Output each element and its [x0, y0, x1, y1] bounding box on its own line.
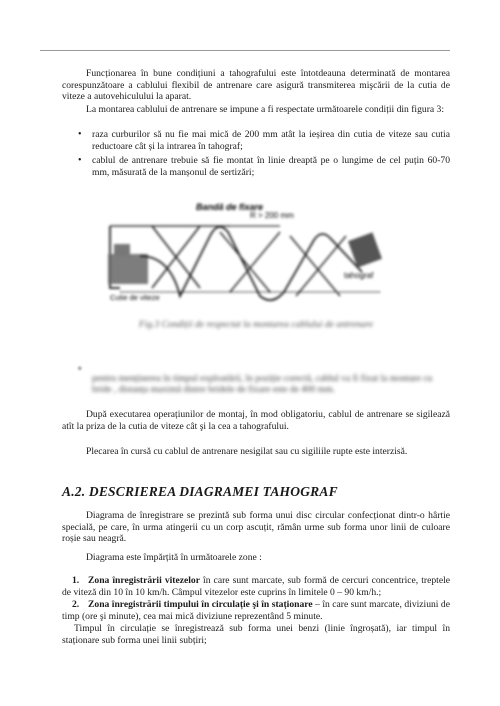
gearbox-shape — [114, 244, 130, 256]
zone-title: Zona înregistrării vitezelor — [88, 575, 200, 586]
list-item-time-zone — [62, 599, 450, 622]
cable-path — [140, 227, 362, 300]
bullet-dot: • — [78, 129, 82, 140]
paragraph-zones-intro: Diagrama este împărțită în următoarele zone : — [86, 552, 262, 563]
list-item-speed-zone — [62, 575, 450, 598]
cable-mounting-figure — [100, 196, 400, 306]
bullet-dot: • — [78, 155, 82, 166]
paragraph-mount-conditions: La montarea cablului de antrenare se impune a fi respectate următoarele condiții din figura 3: — [86, 104, 445, 115]
bullet-straight-length: cablul de antrenare trebuie să fie montat în linie dreaptă pe o lungime de cel puțin 60-70 mm, măsurată de la manșonul de sertizări; — [92, 155, 450, 178]
list-number: 2. — [72, 599, 80, 610]
label-band: Bandă de fixare — [196, 202, 264, 212]
bullet-fixing-brackets: pentru menținerea în timpul exploatării, în poziție corectă, cablul va fi fixat la montare cu bride , distanța maximă dintre bridele de fixare este de 400 mm. — [92, 373, 433, 396]
label-radius: R > 200 mm — [250, 211, 294, 220]
label-tachograph: tahograf — [344, 271, 374, 280]
zone-title: Zona înregistrării timpului în circulație şi în staționare — [88, 599, 313, 610]
paragraph-prohibition: Plecarea în cursă cu cablul de antrenare nesigilat sau cu sigiliile rupte este interzisă. — [86, 446, 408, 457]
gearbox-shape — [108, 254, 148, 284]
cable-path — [152, 226, 200, 288]
section-heading: A.2. DESCRIEREA DIAGRAMEI TAHOGRAF — [62, 484, 338, 499]
cable-path — [220, 232, 280, 292]
bullet-curvature-radius: raza curburilor să nu fie mai mică de 200 mm atât la ieșirea din cutia de viteze sau cutia reductoare cât și la intrarea în tahograf; — [92, 129, 450, 152]
bullet-dot: • — [78, 364, 82, 375]
paragraph-sealing: După executarea operațiunilor de montaj, în mod obligatoriu, cablul de antrenare se sigilează atît la priza de la cutia de viteze cât şi la cea a tahografului. — [62, 409, 450, 432]
figure-caption: Fig.3 Condiții de respectat la montarea cablului de antrenare — [138, 320, 374, 330]
paragraph-diagram-description: Diagrama de înregistrare se prezintă sub forma unui disc circular confecționat dintr-o hârtie specială, pe care, în urma atingerii cu un corp ascuțit, rămân urme sub forma unor linii de culoare roșie sau neagră. — [62, 510, 450, 545]
zone-text: în care sunt marcate, sub formă de cercuri concentrice, treptele de viteză din 10 în 10 km/h. Câmpul vitezelor este cuprins în limitele 0 – 90 km/h.; — [62, 575, 451, 598]
list-number: 1. — [72, 575, 80, 586]
paragraph-time-recording: Timpul în circulație se înregistrează sub forma unei benzi (linie îngroșată), iar timpul în staționare sub forma unei linii subțiri; — [62, 623, 450, 646]
header-rule — [40, 50, 450, 51]
zone-text: – în care sunt marcate, diviziuni de timp (ore şi minute), cea mai mică diviziune reprezentând 5 minute. — [62, 599, 450, 622]
paragraph-cable-function: Funcționarea în bune condițiuni a tahografului este întotdeauna determinată de montarea corespunzătoare a cablului flexibil de antrenare care asigură transmiterea mişcării de la cutia de viteze a autovehiculului la aparat. — [62, 68, 450, 103]
label-gearbox: Cutie de viteze — [110, 293, 160, 302]
